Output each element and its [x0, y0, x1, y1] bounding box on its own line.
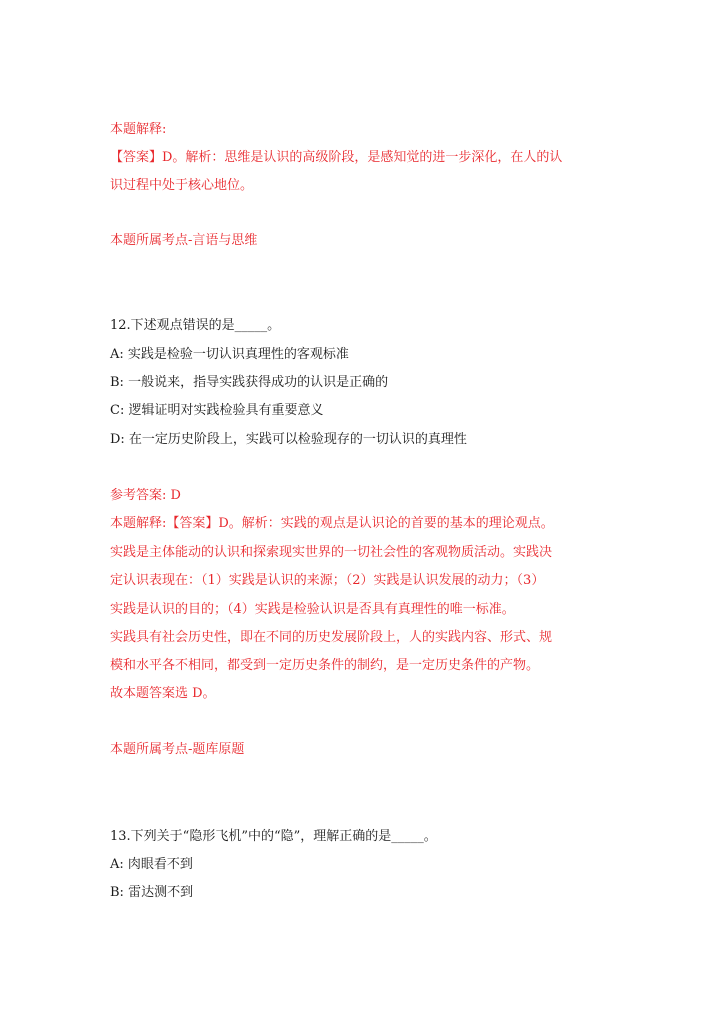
q12-explain-line-7: 故本题答案选 D。	[110, 686, 216, 701]
q12-explain-line-6: 模和水平各不相同，都受到一定历史条件的制约，是一定历史条件的产物。	[110, 658, 540, 673]
q11-explain-line-2: 识过程中处于核心地位。	[110, 178, 254, 193]
q13-option-b: B: 雷达测不到	[110, 885, 194, 900]
q12-explain-line-3: 定认识表现在：（1）实践是认识的来源；（2）实践是认识发展的动力；（3）	[110, 573, 545, 588]
q12-option-a: A: 实践是检验一切认识真理性的客观标准	[110, 347, 349, 362]
q12-explain-line-5: 实践具有社会历史性，即在不同的历史发展阶段上，人的实践内容、形式、规	[110, 630, 553, 645]
q12-stem: 12.下述观点错误的是_____。	[110, 318, 281, 333]
q12-topic: 本题所属考点-题库原题	[110, 742, 245, 757]
q12-explain-line-2: 实践是主体能动的认识和探索现实世界的一切社会性的客观物质活动。实践决	[110, 545, 553, 560]
q12-option-d: D: 在一定历史阶段上，实践可以检验现存的一切认识的真理性	[110, 432, 467, 447]
q12-option-b: B: 一般说来，指导实践获得成功的认识是正确的	[110, 375, 389, 390]
q12-explain-line-1: 本题解释:【答案】D。解析：实践的观点是认识论的首要的基本的理论观点。	[110, 516, 554, 531]
q13-stem: 13.下列关于“隐形飞机”中的“隐”，理解正确的是_____。	[110, 829, 437, 844]
q12-option-c: C: 逻辑证明对实践检验具有重要意义	[110, 403, 324, 418]
q11-explain-line-1: 【答案】D。解析：思维是认识的高级阶段，是感知觉的进一步深化，在人的认	[110, 150, 563, 165]
q12-explain-line-4: 实践是认识的目的；（4）实践是检验认识是否具有真理性的唯一标准。	[110, 602, 515, 617]
q13-option-a: A: 肉眼看不到	[110, 857, 193, 872]
q11-explain-heading: 本题解释:	[110, 122, 167, 137]
q12-answer: 参考答案: D	[110, 488, 181, 503]
q11-topic: 本题所属考点-言语与思维	[110, 233, 258, 248]
